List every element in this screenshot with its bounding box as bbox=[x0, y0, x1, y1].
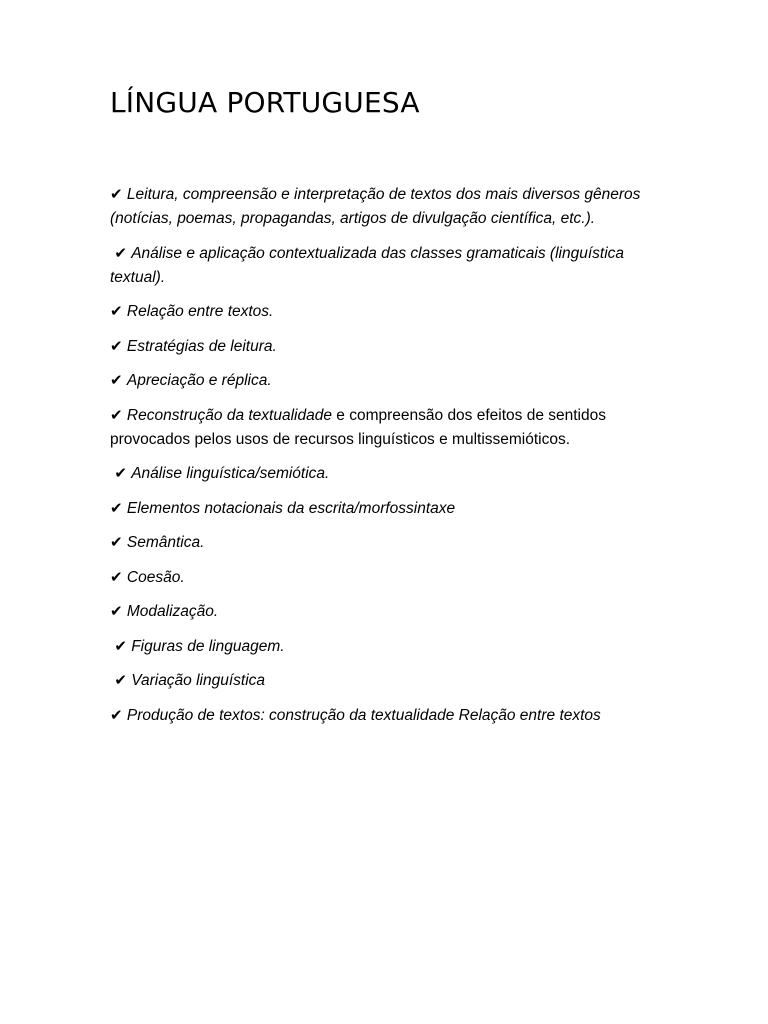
list-item bbox=[110, 496, 670, 521]
check-icon: ✔ bbox=[110, 371, 123, 389]
check-icon: ✔ bbox=[114, 636, 127, 655]
list-item bbox=[110, 634, 670, 659]
check-icon: ✔ bbox=[114, 671, 127, 689]
list-item bbox=[110, 599, 670, 624]
check-icon: ✔ bbox=[114, 464, 127, 482]
item-text: Análise linguística/semiótica. bbox=[131, 465, 330, 482]
item-text: Variação linguística bbox=[131, 672, 266, 689]
list-item bbox=[110, 461, 670, 486]
item-text: Semântica. bbox=[126, 534, 205, 551]
list-item bbox=[110, 530, 670, 555]
page-title: LÍNGUA PORTUGUESA bbox=[110, 86, 420, 119]
item-text: Apreciação e réplica. bbox=[126, 372, 272, 389]
check-icon: ✔ bbox=[110, 705, 123, 724]
item-text: Coesão. bbox=[126, 568, 185, 586]
list-item bbox=[110, 241, 670, 290]
list-item bbox=[110, 403, 670, 452]
check-icon: ✔ bbox=[114, 243, 127, 262]
check-icon: ✔ bbox=[110, 336, 123, 355]
check-icon: ✔ bbox=[110, 302, 123, 320]
item-text: Reconstrução da textualidade bbox=[126, 406, 332, 424]
list-item bbox=[110, 565, 670, 590]
item-text: Leitura, compreensão e interpretação de textos dos mais diversos gêneros (notícias, poemas, propagandas, artigos de divulgação científica, etc.). bbox=[110, 186, 641, 227]
item-text-regular: e compreensão dos efeitos de sentidos provocados pelos usos de recursos linguísticos e multissemióticos. bbox=[110, 406, 606, 448]
topic-list bbox=[110, 182, 670, 737]
check-icon: ✔ bbox=[110, 498, 123, 517]
item-text: Figuras de linguagem. bbox=[131, 637, 285, 655]
check-icon: ✔ bbox=[110, 567, 123, 586]
list-item bbox=[110, 368, 670, 393]
item-text: Elementos notacionais da escrita/morfossintaxe bbox=[126, 499, 456, 517]
check-icon: ✔ bbox=[110, 602, 123, 620]
item-text: Estratégias de leitura. bbox=[126, 337, 277, 355]
check-icon: ✔ bbox=[110, 405, 123, 424]
list-item bbox=[110, 703, 670, 728]
check-icon: ✔ bbox=[110, 185, 123, 203]
item-text: Relação entre textos. bbox=[126, 303, 274, 320]
item-text: Análise e aplicação contextualizada das classes gramaticais (linguística textual). bbox=[110, 244, 625, 286]
item-text: Produção de textos: construção da textualidade Relação entre textos bbox=[126, 706, 601, 724]
item-text: Modalização. bbox=[126, 603, 219, 620]
list-item bbox=[110, 182, 670, 231]
list-item bbox=[110, 334, 670, 359]
list-item bbox=[110, 299, 670, 324]
check-icon: ✔ bbox=[110, 533, 123, 551]
list-item bbox=[110, 668, 670, 693]
